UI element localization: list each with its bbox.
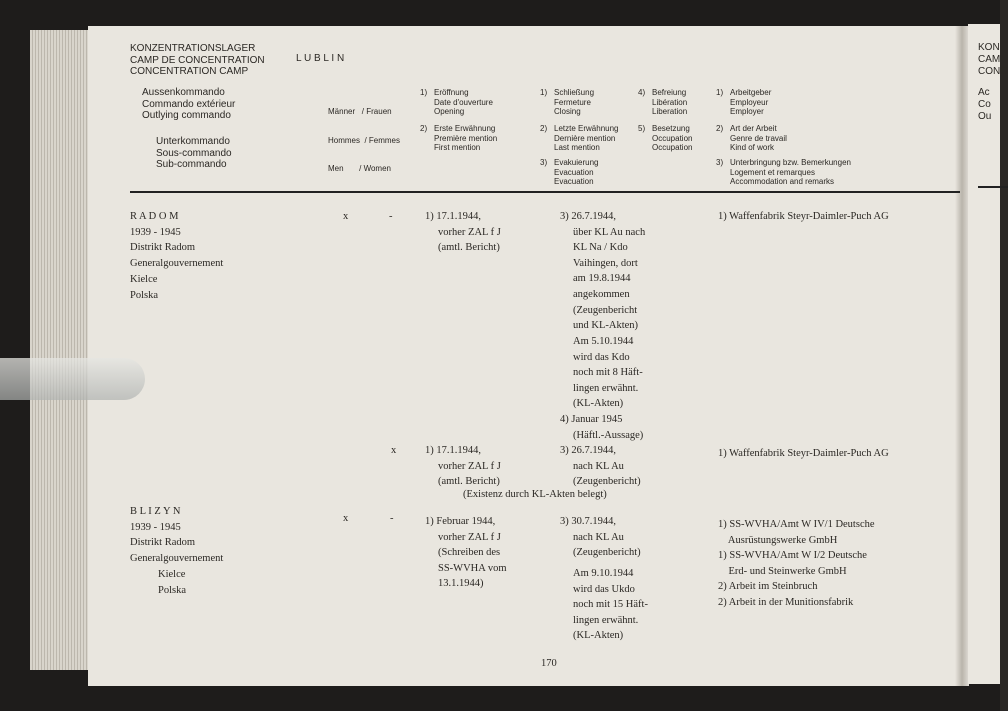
radom-liberation bbox=[560, 412, 643, 443]
radom-region bbox=[130, 272, 158, 303]
blizyn-women-mark: - bbox=[390, 513, 394, 524]
text-line: (Zeugenbericht bbox=[573, 304, 638, 316]
text-line: Am 9.10.1944 bbox=[573, 568, 634, 579]
header-number: 3) bbox=[716, 158, 724, 167]
page-stack-edges bbox=[30, 30, 92, 670]
header-opening bbox=[420, 88, 493, 117]
outlying-line: Commando extérieur bbox=[142, 98, 236, 110]
right-page-line: Ac bbox=[978, 87, 990, 98]
header-text: Employer bbox=[730, 107, 764, 116]
header-number: 1) bbox=[540, 88, 548, 97]
text-line: und KL-Akten) bbox=[573, 320, 639, 332]
header-text: Opening bbox=[434, 107, 465, 116]
header-text: Occupation bbox=[652, 133, 693, 143]
header-text: Arbeitgeber bbox=[730, 88, 772, 97]
header-text: Liberation bbox=[652, 107, 688, 116]
header-number: 2) bbox=[540, 124, 548, 133]
place-line: R A D O M bbox=[130, 211, 179, 222]
blizyn-employer bbox=[718, 517, 875, 611]
header-text: Art der Arbeit bbox=[730, 124, 777, 133]
text-line: Erd- und Steinwerke GmbH bbox=[718, 565, 847, 577]
header-text: Occupation bbox=[652, 143, 693, 152]
radom-opening bbox=[425, 209, 501, 256]
header-accommodation bbox=[716, 158, 851, 187]
text-line: noch mit 8 Häft- bbox=[573, 367, 643, 379]
header-text: Libération bbox=[652, 97, 688, 107]
header-first-mention bbox=[420, 124, 497, 153]
header-text: Fermeture bbox=[554, 97, 591, 107]
text-line: 4) Januar 1945 bbox=[560, 414, 623, 425]
sub-line: Unterkommando bbox=[156, 136, 230, 147]
header-text: Première mention bbox=[434, 133, 498, 143]
blizyn-closing-note bbox=[573, 566, 648, 644]
header-text: Last mention bbox=[554, 143, 600, 152]
right-page-line: CONC bbox=[978, 66, 1008, 77]
text-line: Am 5.10.1944 bbox=[573, 336, 634, 347]
text-line: noch mit 15 Häft- bbox=[573, 599, 648, 611]
blizyn-region bbox=[158, 567, 186, 598]
header-closing bbox=[540, 88, 594, 117]
gender-line: Männer / Frauen bbox=[328, 107, 392, 116]
sub-label bbox=[156, 136, 232, 171]
header-text: Logement et remarques bbox=[730, 167, 815, 177]
header-evacuation bbox=[540, 158, 598, 187]
header-text: Evacuation bbox=[554, 177, 594, 186]
text-line: 1) Februar 1944, bbox=[425, 516, 496, 527]
text-line: 1) SS-WVHA/Amt W I/2 Deutsche bbox=[718, 550, 867, 562]
right-page-line: KON bbox=[978, 42, 1000, 53]
radom-closing bbox=[560, 209, 645, 334]
right-page-line: Co bbox=[978, 99, 991, 110]
text-line: über KL Au nach bbox=[573, 226, 646, 238]
gender-line: Hommes / Femmes bbox=[328, 135, 401, 145]
radom2-closing bbox=[560, 443, 641, 490]
gender-line: Men / Women bbox=[328, 164, 391, 173]
text-line: (KL-Akten) bbox=[573, 398, 624, 410]
right-page-line: CAM bbox=[978, 54, 1001, 65]
header-text: Dernière mention bbox=[554, 133, 616, 143]
radom-place bbox=[130, 209, 223, 271]
header-text: Letzte Erwähnung bbox=[554, 124, 619, 133]
camp-label-line: CAMP DE CONCENTRATION bbox=[130, 54, 265, 66]
header-number: 2) bbox=[420, 124, 428, 133]
text-line: (KL-Akten) bbox=[573, 630, 624, 642]
region-line: Kielce bbox=[158, 569, 186, 580]
right-page bbox=[968, 24, 1008, 684]
text-line: wird das Ukdo bbox=[573, 583, 635, 595]
text-line: vorher ZAL f J bbox=[438, 460, 501, 472]
text-line: (amtl. Bericht) bbox=[438, 476, 500, 488]
text-line: nach KL Au bbox=[573, 460, 624, 472]
place-line: Distrikt Radom bbox=[130, 537, 196, 549]
region-line: Kielce bbox=[130, 274, 158, 285]
header-kind-of-work bbox=[716, 124, 787, 153]
header-text: First mention bbox=[434, 143, 481, 152]
place-line: 1939 - 1945 bbox=[130, 521, 181, 533]
sub-line: Sous-commando bbox=[156, 147, 232, 159]
header-text: Besetzung bbox=[652, 124, 690, 133]
text-line: 3) 30.7.1944, bbox=[560, 516, 616, 527]
header-number: 5) bbox=[638, 124, 646, 133]
place-line: Distrikt Radom bbox=[130, 242, 196, 254]
camp-label-line: CONCENTRATION CAMP bbox=[130, 66, 249, 77]
header-text: Eröffnung bbox=[434, 88, 469, 97]
page-number: 170 bbox=[541, 658, 557, 669]
header-text: Befreiung bbox=[652, 88, 687, 97]
header-liberation bbox=[638, 88, 687, 117]
gender-header bbox=[328, 88, 400, 183]
blizyn-place bbox=[130, 504, 223, 566]
place-line: Generalgouvernement bbox=[130, 257, 224, 269]
right-page-line: Ou bbox=[978, 111, 992, 122]
text-line: KL Na / Kdo bbox=[573, 242, 628, 254]
right-page-rule bbox=[978, 186, 1008, 188]
header-last-mention bbox=[540, 124, 619, 153]
outlying-line: Outlying commando bbox=[142, 110, 231, 121]
text-line: (Zeugenbericht) bbox=[573, 476, 641, 488]
text-line: 3) 26.7.1944, bbox=[560, 445, 616, 456]
text-line: vorher ZAL f J bbox=[438, 226, 501, 238]
header-number: 1) bbox=[420, 88, 428, 97]
header-number: 2) bbox=[716, 124, 724, 133]
camp-name: L U B L I N bbox=[296, 53, 345, 64]
text-line: am 19.8.1944 bbox=[573, 273, 631, 285]
camp-label bbox=[130, 43, 265, 78]
text-line: angekommen bbox=[573, 288, 630, 300]
header-text: Erste Erwähnung bbox=[434, 124, 496, 133]
header-text: Employeur bbox=[730, 97, 769, 107]
radom-men-mark: x bbox=[343, 211, 349, 222]
text-line: vorher ZAL f J bbox=[438, 531, 501, 543]
text-line: Vaihingen, dort bbox=[573, 257, 638, 269]
header-number: 4) bbox=[638, 88, 646, 97]
text-line: 2) Arbeit im Steinbruch bbox=[718, 581, 818, 593]
header-text: Date d'ouverture bbox=[434, 97, 493, 107]
header-text: Evakuierung bbox=[554, 158, 599, 167]
place-line: 1939 - 1945 bbox=[130, 226, 181, 238]
text-line: wird das Kdo bbox=[573, 351, 630, 363]
outlying-label bbox=[142, 87, 235, 122]
blizyn-opening bbox=[425, 514, 507, 592]
text-line: (amtl. Bericht) bbox=[438, 242, 500, 254]
outlying-line: Aussenkommando bbox=[142, 87, 225, 98]
header-text: Accommodation and remarks bbox=[730, 177, 835, 186]
header-text: Schließung bbox=[554, 88, 595, 97]
header-number: 1) bbox=[716, 88, 724, 97]
text-line: lingen erwähnt. bbox=[573, 614, 639, 626]
text-line: 2) Arbeit in der Munitionsfabrik bbox=[718, 596, 854, 608]
radom-closing-note bbox=[573, 334, 643, 412]
radom2-employer: 1) Waffenfabrik Steyr-Daimler-Puch AG bbox=[718, 448, 889, 459]
text-line: SS-WVHA vom bbox=[438, 562, 507, 574]
header-text: Genre de travail bbox=[730, 133, 787, 143]
text-line: (Schreiben des bbox=[438, 547, 501, 559]
region-line: Polska bbox=[158, 584, 187, 596]
text-line: Ausrüstungswerke GmbH bbox=[718, 534, 838, 546]
radom2-women-mark: x bbox=[391, 445, 397, 456]
header-occupation bbox=[638, 124, 692, 153]
text-line: (Zeugenbericht) bbox=[573, 547, 641, 559]
radom2-existence-note: (Existenz durch KL-Akten belegt) bbox=[463, 489, 607, 500]
text-line: 1) SS-WVHA/Amt W IV/1 Deutsche bbox=[718, 519, 875, 530]
text-line: 1) 17.1.1944, bbox=[425, 445, 481, 456]
place-line: B L I Z Y N bbox=[130, 506, 181, 517]
region-line: Polska bbox=[130, 289, 159, 301]
header-text: Evacuation bbox=[554, 167, 594, 177]
blizyn-closing bbox=[560, 514, 641, 561]
text-line: 3) 26.7.1944, bbox=[560, 211, 616, 222]
header-text: Kind of work bbox=[730, 143, 775, 152]
header-number: 3) bbox=[540, 158, 548, 167]
radom-employer: 1) Waffenfabrik Steyr-Daimler-Puch AG bbox=[718, 211, 889, 222]
text-line: 13.1.1944) bbox=[438, 578, 484, 590]
blizyn-men-mark: x bbox=[343, 513, 349, 524]
book-gutter bbox=[955, 26, 969, 686]
camp-label-line: KONZENTRATIONSLAGER bbox=[130, 43, 256, 54]
sub-line: Sub-commando bbox=[156, 159, 227, 170]
header-rule bbox=[130, 191, 960, 193]
radom-women-mark: - bbox=[389, 211, 393, 222]
text-line: lingen erwähnt. bbox=[573, 382, 639, 394]
text-line: (Häftl.-Aussage) bbox=[573, 429, 644, 441]
place-line: Generalgouvernement bbox=[130, 552, 224, 564]
header-employer bbox=[716, 88, 771, 117]
header-text: Unterbringung bzw. Bemerkungen bbox=[730, 158, 851, 167]
text-line: nach KL Au bbox=[573, 531, 624, 543]
text-line: 1) 17.1.1944, bbox=[425, 211, 481, 222]
header-text: Closing bbox=[554, 107, 581, 116]
bookmark-tab bbox=[0, 358, 145, 400]
radom2-opening bbox=[425, 443, 501, 490]
